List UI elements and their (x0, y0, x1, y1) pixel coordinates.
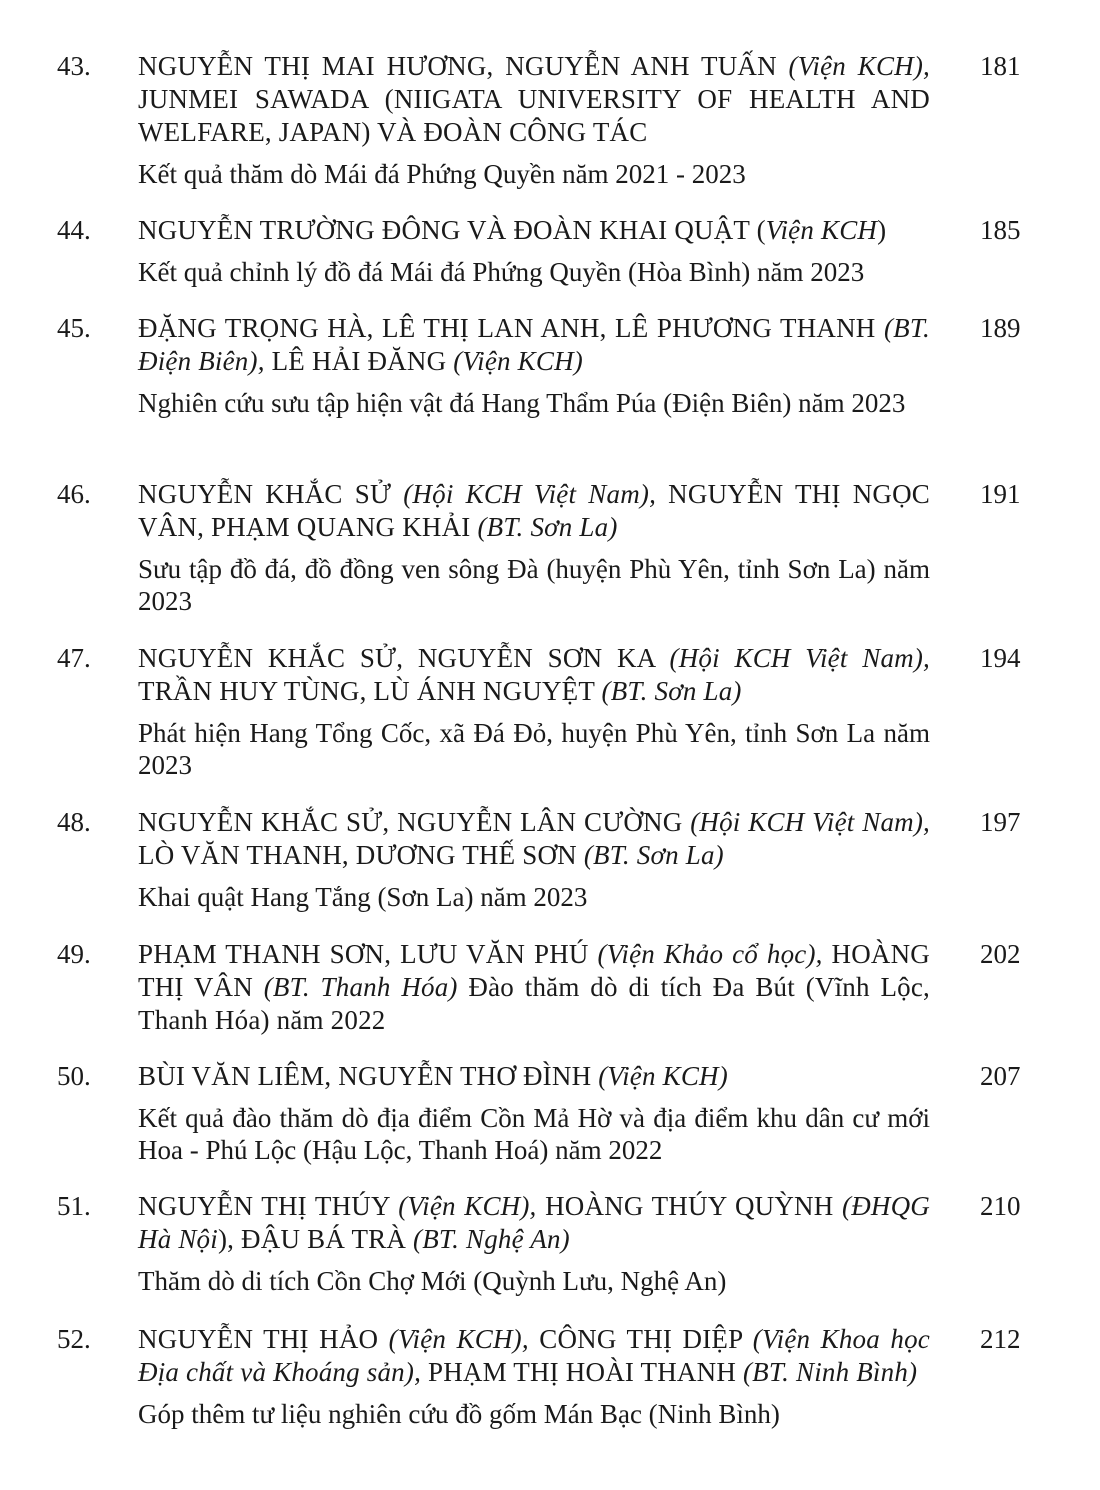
author-affiliation: Viện KCH (765, 215, 878, 245)
entry-page-number: 191 (980, 479, 1021, 509)
entry-content (138, 50, 930, 190)
author-names: NGUYỄN KHẮC SỬ (138, 479, 404, 509)
author-names: PHẠM THỊ HOÀI THANH (421, 1357, 743, 1387)
entry-page-number: 194 (980, 643, 1021, 673)
entry-number: 47. (57, 643, 91, 673)
author-names: CÔNG THỊ DIỆP (528, 1324, 753, 1354)
author-affiliation: (Hội KCH Việt Nam), (690, 807, 930, 837)
entry-authors (138, 312, 930, 378)
entry-page-number: 210 (980, 1191, 1021, 1221)
entry-number: 50. (57, 1061, 91, 1091)
entry-content (138, 642, 930, 781)
entry-number: 52. (57, 1324, 91, 1354)
author-names: NGUYỄN THỊ HẢO (138, 1324, 389, 1354)
author-affiliation: (BT. Điện Biên), (138, 313, 930, 376)
author-names: TRẦN HUY TÙNG, LÙ ÁNH NGUYỆT (138, 676, 602, 706)
author-affiliation: (ĐHQG Hà Nội (138, 1191, 930, 1254)
entry-title: Kết quả đào thăm dò địa điểm Cồn Mả Hờ và địa điểm khu dân cư mới Hoa - Phú Lộc (Hậu Lộc, Thanh Hoá) năm 2022 (138, 1103, 930, 1165)
entry-number: 51. (57, 1191, 91, 1221)
entry-number: 44. (57, 215, 91, 245)
author-names: LÊ HẢI ĐĂNG (264, 346, 454, 376)
entry-number: 46. (57, 479, 91, 509)
author-affiliation: (Viện KCH) (598, 1061, 728, 1091)
entry-number: 48. (57, 807, 91, 837)
entry-authors (138, 1060, 930, 1093)
entry-page-number: 202 (980, 939, 1021, 969)
author-names: NGUYỄN KHẮC SỬ, NGUYỄN LÂN CƯỜNG (138, 807, 691, 837)
author-names: JUNMEI SAWADA (NIIGATA UNIVERSITY OF HEALTH AND WELFARE, JAPAN) VÀ ĐOÀN CÔNG TÁC (138, 84, 930, 147)
author-affiliation: (Viện KCH), (398, 1191, 537, 1221)
entry-title: Kết quả chỉnh lý đồ đá Mái đá Phứng Quyền (Hòa Bình) năm 2023 (138, 257, 865, 287)
entry-content (138, 214, 930, 288)
entry-title: Sưu tập đồ đá, đồ đồng ven sông Đà (huyện Phù Yên, tỉnh Sơn La) năm 2023 (138, 554, 930, 616)
entry-page-number: 212 (980, 1324, 1021, 1354)
entry-content (138, 1323, 930, 1430)
author-affiliation: (Viện KCH), (788, 51, 930, 81)
author-names: LÒ VĂN THANH, DƯƠNG THẾ SƠN (138, 840, 584, 870)
author-affiliation: (Hội KCH Việt Nam), (403, 479, 657, 509)
entry-content (138, 1060, 930, 1166)
author-names: NGUYỄN THỊ MAI HƯƠNG, NGUYỄN ANH TUẤN (138, 51, 789, 81)
author-names: NGUYỄN THỊ THÚY (138, 1191, 399, 1221)
entry-page-number: 197 (980, 807, 1021, 837)
entry-title: Phát hiện Hang Tổng Cốc, xã Đá Đỏ, huyện Phù Yên, tỉnh Sơn La năm 2023 (138, 718, 930, 780)
author-names: ) (877, 215, 887, 245)
entry-number: 45. (57, 313, 91, 343)
author-affiliation: (Viện KCH) (453, 346, 583, 376)
entry-authors (138, 806, 930, 872)
author-names: HOÀNG THÚY QUỲNH (536, 1191, 842, 1221)
author-names: NGUYỄN TRƯỜNG ĐÔNG VÀ ĐOÀN KHAI QUẬT ( (138, 215, 766, 245)
author-names: HOÀNG THỊ VÂN (138, 939, 930, 1002)
entry-authors (138, 642, 930, 708)
author-affiliation: (BT. Nghệ An) (413, 1224, 570, 1254)
entry-content (138, 938, 930, 1037)
author-affiliation: (Viện KCH), (388, 1324, 529, 1354)
entry-title: Nghiên cứu sưu tập hiện vật đá Hang Thẩm Púa (Điện Biên) năm 2023 (138, 388, 906, 418)
entry-page-number: 189 (980, 313, 1021, 343)
author-affiliation: (BT. Thanh Hóa) (263, 972, 458, 1002)
author-affiliation: (Viện Khảo cổ học), (597, 939, 823, 969)
author-affiliation: (Viện Khoa học Địa chất và Khoáng sản), (138, 1324, 930, 1387)
author-names: NGUYỄN KHẮC SỬ, NGUYỄN SƠN KA (138, 643, 670, 673)
entry-authors (138, 50, 930, 149)
entry-authors (138, 938, 930, 1037)
entry-title: Kết quả thăm dò Mái đá Phứng Quyền năm 2021 - 2023 (138, 159, 746, 189)
entry-number: 49. (57, 939, 91, 969)
entry-content (138, 312, 930, 419)
author-names: NGUYỄN THỊ NGỌC VÂN, PHẠM QUANG KHẢI (138, 479, 930, 542)
entry-page-number: 207 (980, 1061, 1021, 1091)
entry-page-number: 181 (980, 51, 1021, 81)
entry-authors (138, 1323, 930, 1389)
entry-title: Góp thêm tư liệu nghiên cứu đồ gốm Mán Bạc (Ninh Bình) (138, 1399, 780, 1429)
author-names: BÙI VĂN LIÊM, NGUYỄN THƠ ĐÌNH (138, 1061, 599, 1091)
author-names: ), ĐẬU BÁ TRÀ (217, 1224, 414, 1254)
author-affiliation: (Hội KCH Việt Nam), (669, 643, 930, 673)
author-affiliation: (BT. Sơn La) (601, 676, 742, 706)
entry-authors (138, 478, 930, 544)
entry-page-number: 185 (980, 215, 1021, 245)
entry-content (138, 806, 930, 913)
author-affiliation: (BT. Ninh Bình) (742, 1357, 918, 1387)
author-names: PHẠM THANH SƠN, LƯU VĂN PHÚ (138, 939, 598, 969)
author-affiliation: (BT. Sơn La) (583, 840, 724, 870)
entry-authors (138, 1190, 930, 1256)
entry-authors (138, 214, 930, 247)
entry-content (138, 1190, 930, 1297)
author-affiliation: (BT. Sơn La) (477, 512, 618, 542)
entry-number: 43. (57, 51, 91, 81)
author-names: ĐẶNG TRỌNG HÀ, LÊ THỊ LAN ANH, LÊ PHƯƠNG THANH (138, 313, 884, 343)
entry-title: Thăm dò di tích Cồn Chợ Mới (Quỳnh Lưu, Nghệ An) (138, 1266, 727, 1296)
entry-content (138, 478, 930, 617)
author-names: Đào thăm dò di tích Đa Bút (Vĩnh Lộc, Thanh Hóa) năm 2022 (138, 972, 930, 1035)
entry-title: Khai quật Hang Tắng (Sơn La) năm 2023 (138, 882, 588, 912)
